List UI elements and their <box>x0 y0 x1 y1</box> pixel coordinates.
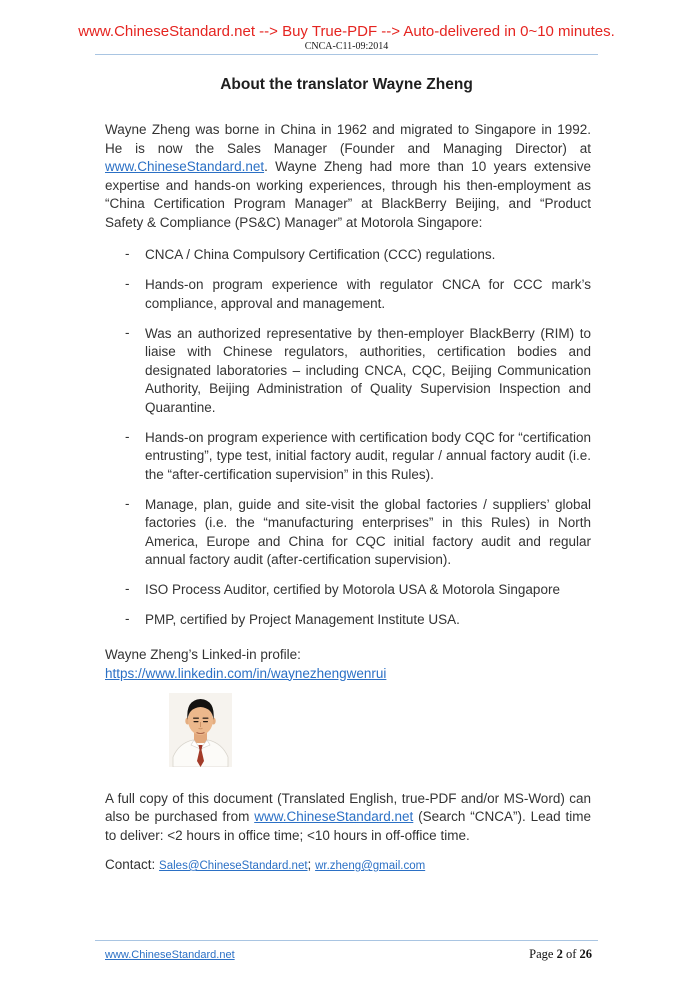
page-number: 2 <box>556 947 563 961</box>
contact-label: Contact: <box>105 857 156 872</box>
header-rule <box>95 54 598 55</box>
contact-line <box>105 856 591 875</box>
bullet-dash: - <box>125 495 130 511</box>
bullet-dash: - <box>125 324 130 340</box>
bullet-text: Hands-on program experience with certification body CQC for “certification entrusting”, type test, initial factory audit, regular / annual factory audit (i.e. the “after-certification supervision” in this Rules). <box>145 429 591 482</box>
bullet-dash: - <box>125 276 130 291</box>
document-number: CNCA-C11-09:2014 <box>304 41 389 52</box>
purchase-text-before: A full copy of this document (Translated English, true-PDF and/or MS-Word) can also be purchased from <box>105 790 591 824</box>
portrait-photo <box>169 693 232 767</box>
purchase-paragraph <box>105 790 591 846</box>
bullet-dash: - <box>125 581 130 596</box>
bullet-text: Hands-on program experience with regulator CNCA for CCC mark’s compliance, approval and management. <box>145 277 591 311</box>
personal-email-link[interactable]: wr.zheng@gmail.com <box>315 860 426 872</box>
list-item <box>105 276 591 313</box>
list-item <box>105 246 591 265</box>
intro-text-before: Wayne Zheng was borne in China in 1962 and migrated to Singapore in 1992. He is now the Sales Manager (Founder and Managing Director) at <box>105 122 591 156</box>
list-item <box>105 429 591 485</box>
chinesestandard-link[interactable]: www.ChineseStandard.net <box>254 809 414 824</box>
page-footer <box>0 938 693 962</box>
qualification-list <box>105 246 591 630</box>
linkedin-profile-link[interactable]: https://www.linkedin.com/in/waynezhengwenrui <box>105 665 387 681</box>
page-total: 26 <box>579 947 592 961</box>
document-body <box>105 121 591 875</box>
bullet-dash: - <box>125 611 130 626</box>
promo-banner: www.ChineseStandard.net --> Buy True-PDF --> Auto-delivered in 0~10 minutes. <box>78 23 615 40</box>
footer-site-link[interactable]: www.ChineseStandard.net <box>105 949 235 961</box>
intro-text-after: . Wayne Zheng had more than 10 years extensive expertise and hands-on working experiences, through his then-employment as “China Certification Program Manager” at BlackBerry Beijing, and “Product Safety & Compliance (PS&C) Manager” at Motorola Singapore: <box>105 159 591 230</box>
bullet-text: PMP, certified by Project Management Institute USA. <box>145 612 460 627</box>
bullet-text: Manage, plan, guide and site-visit the global factories / suppliers’ global factories (i.e. the “manufacturing enterprises” in this Rules) in North America, Europe and China for CQC initial factory audit and regular annual factory audit (after-certification supervision). <box>145 496 591 567</box>
list-item <box>105 611 591 630</box>
bullet-dash: - <box>125 428 130 444</box>
chinesestandard-link[interactable]: www.ChineseStandard.net <box>105 159 265 174</box>
bullet-text: CNCA / China Compulsory Certification (CCC) regulations. <box>145 247 496 262</box>
of-word: of <box>565 947 577 961</box>
sales-email-link[interactable]: Sales@ChineseStandard.net <box>159 860 308 872</box>
bullet-dash: - <box>125 246 130 261</box>
page-word: Page <box>529 947 554 961</box>
page-indicator <box>529 947 592 962</box>
list-item <box>105 581 591 600</box>
footer-rule <box>95 940 598 941</box>
contact-separator: ; <box>307 857 312 872</box>
list-item <box>105 325 591 418</box>
intro-paragraph <box>105 121 591 232</box>
bullet-text: ISO Process Auditor, certified by Motorola USA & Motorola Singapore <box>145 582 560 597</box>
page-title: About the translator Wayne Zheng <box>220 76 473 93</box>
bullet-text: Was an authorized representative by then-employer BlackBerry (RIM) to liaise with Chinese regulators, authorities, certification bodies and designated laboratories – including CNCA, CQC, Beijing Communication Authority, Beijing Administration of Quality Supervision Inspection and Quarantine. <box>145 325 591 415</box>
list-item <box>105 496 591 570</box>
purchase-text-after: (Search “CNCA”). Lead time to deliver: <2 hours in office time; <10 hours in off-office time. <box>105 809 591 843</box>
linkedin-label: Wayne Zheng’s Linked-in profile: <box>105 646 301 662</box>
